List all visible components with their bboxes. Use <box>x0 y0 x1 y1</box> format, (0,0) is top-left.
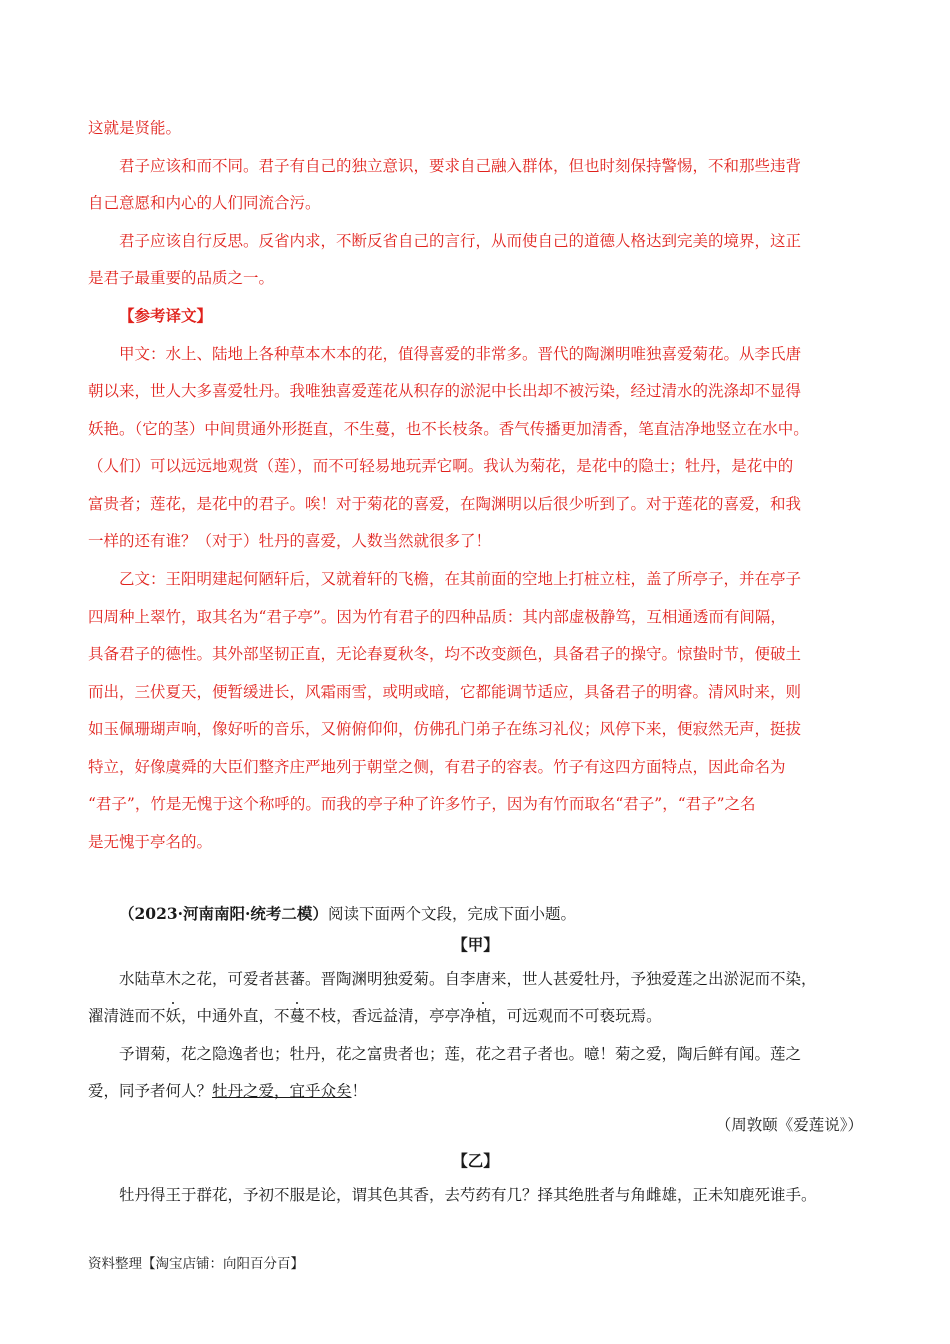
jia-translation-line: 妖艳。（它的茎）中间贯通外形挺直，不生蔓，也不长枝条。香气传播更加清香，笔直洁净地竖立在水中。 <box>88 420 809 438</box>
jia-text-line: 濯清涟而不妖，中通外直，不蔓不枝，香远益清，亭亭净植，可远观而不可亵玩焉。 <box>88 1007 662 1025</box>
jia-title: 【甲】 <box>452 935 499 954</box>
emphasis-char: 蔓 <box>289 1007 306 1025</box>
yi-translation-line: 是无愧于亭名的。 <box>88 833 213 851</box>
translation-line: 这就是贤能。 <box>88 119 182 137</box>
jia-translation-line: （人们）可以远远地观赏（莲），而不可轻易地玩弄它啊。我认为菊花，是花中的隐士；牡丹，是花中的 <box>88 457 794 475</box>
yi-translation-line: 具备君子的德性。其外部坚韧正直，无论春夏秋冬，均不改变颜色，具备君子的操守。惊蛰时节，便破土 <box>88 645 802 663</box>
footer-note: 资料整理【淘宝店铺：向阳百分百】 <box>88 1256 304 1272</box>
translation-line: 君子应该自行反思。反省内求，不断反省自己的言行，从而使自己的道德人格达到完美的境界，这正 <box>119 232 802 250</box>
emphasis-char: 植 <box>475 1007 492 1025</box>
translation-line: 自己意愿和内心的人们同流合污。 <box>88 194 321 212</box>
reference-translation-heading: 【参考译文】 <box>119 306 213 325</box>
jia-translation-line: 富贵者；莲花，是花中的君子。唉！对于菊花的喜爱，在陶渊明以后很少听到了。对于莲花的喜爱，和我 <box>88 495 802 513</box>
translation-line: 君子应该和而不同。君子有自己的独立意识，要求自己融入群体，但也时刻保持警惕，不和那些违背 <box>119 157 802 175</box>
jia-text-line: 水陆草木之花，可爱者甚蕃。晋陶渊明独爱菊。自李唐来，世人甚爱牡丹，予独爱莲之出淤泥而不染， <box>119 970 817 988</box>
jia-translation-line: 甲文：水上、陆地上各种草本木本的花，值得喜爱的非常多。晋代的陶渊明唯独喜爱菊花。从李氏唐 <box>119 345 802 363</box>
underlined-sentence: 牡丹之爱，宜乎众矣 <box>212 1082 352 1100</box>
jia-text-line: 爱，同予者何人？牡丹之爱，宜乎众矣！ <box>88 1082 368 1100</box>
yi-title: 【乙】 <box>452 1151 499 1170</box>
attribution: （周敦颐《爱莲说》） <box>715 1116 863 1134</box>
jia-translation-line: 一样的还有谁？（对于）牡丹的喜爱，人数当然就很多了！ <box>88 532 492 550</box>
yi-translation-line: 而出，三伏夏天，便暂缓进长，风霜雨雪，或明或暗，它都能调节适应，具备君子的明睿。清风时来，则 <box>88 683 802 701</box>
jia-text-line: 予谓菊，花之隐逸者也；牡丹，花之富贵者也；莲，花之君子者也。噫！菊之爱，陶后鲜有闻。莲之 <box>119 1045 802 1063</box>
emphasis-char: 妖 <box>165 1007 182 1025</box>
yi-translation-line: 如玉佩珊瑚声响，像好听的音乐，又俯俯仰仰，仿佛孔门弟子在练习礼仪；风停下来，便寂然无声，挺拔 <box>88 720 802 738</box>
yi-translation-line: 四周种上翠竹，取其名为“君子亭”。因为竹有君子的四种品质：其内部虚极静笃，互相通透而有间隔， <box>88 608 786 626</box>
question-intro <box>119 904 863 924</box>
yi-text-line: 牡丹得王于群花，予初不服是论，谓其色其香，去芍药有几？择其绝胜者与角雌雄，正未知鹿死谁手。 <box>119 1186 817 1204</box>
jia-translation-line: 朝以来，世人大多喜爱牡丹。我唯独喜爱莲花从积存的淤泥中长出却不被污染，经过清水的洗涤却不显得 <box>88 382 802 400</box>
yi-translation-line: 特立，好像虞舜的大臣们整齐庄严地列于朝堂之侧，有君子的容表。竹子有这四方面特点，因此命名为 <box>88 758 786 776</box>
question-instruction: 阅读下面两个文段，完成下面小题。 <box>327 905 576 923</box>
yi-translation-line: “君子”，竹是无愧于这个称呼的。而我的亭子种了许多竹子，因为有竹而取名“君子”，“君子”之名 <box>88 795 756 813</box>
question-source: （2023·河南南阳·统考二模） <box>119 904 328 923</box>
yi-translation-line: 乙文：王阳明建起何陋轩后，又就着轩的飞檐，在其前面的空地上打桩立柱，盖了所亭子，并在亭子 <box>119 570 802 588</box>
translation-line: 是君子最重要的品质之一。 <box>88 269 275 287</box>
